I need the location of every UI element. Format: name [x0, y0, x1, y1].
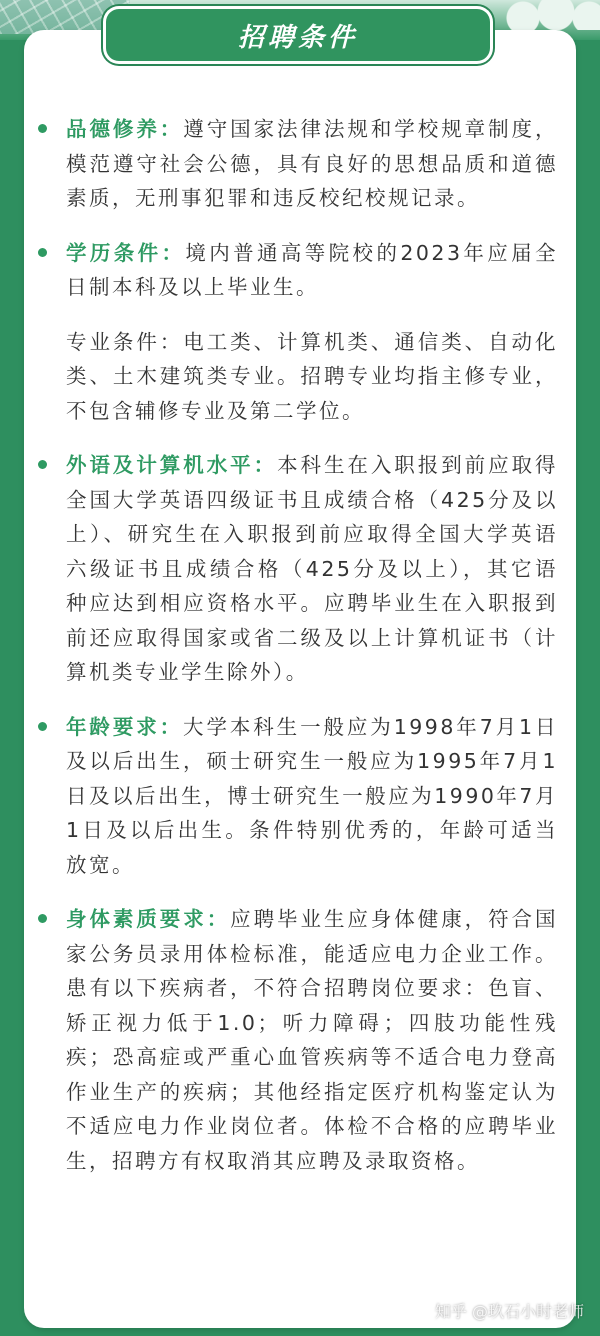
item-text: 遵守国家法律法规和学校规章制度，模范遵守社会公德，具有良好的思想品质和道德素质，无刑事犯罪和违反校纪校规记录。 [66, 117, 558, 210]
list-item-education [38, 236, 558, 305]
watermark: 知乎 @玖石小时老师 [434, 1302, 584, 1321]
bullet-icon [38, 124, 47, 133]
major-requirements [38, 325, 558, 429]
item-text: 大学本科生一般应为1998年7月1日及以后出生，硕士研究生一般应为1995年7月1日及以后出生，博士研究生一般应为1990年7月1日及以后出生。条件特别优秀的，年龄可适当放宽。 [66, 714, 559, 877]
item-paragraph [38, 710, 558, 883]
major-requirements-text: 专业条件：电工类、计算机类、通信类、自动化类、土木建筑类专业。招聘专业均指主修专业，不包含辅修专业及第二学位。 [66, 329, 558, 423]
item-paragraph [38, 448, 558, 690]
list-item-moral [38, 112, 558, 216]
list-item-language-computer [38, 448, 558, 690]
item-label: 年龄要求： [66, 714, 184, 739]
section-title: 招聘条件 [237, 22, 358, 53]
item-text: 应聘毕业生应身体健康，符合国家公务员录用体检标准，能适应电力企业工作。患有以下疾病者，不符合招聘岗位要求：色盲、矫正视力低于1.0；听力障碍；四肢功能性残疾；恐高症或严重心血管疾病等不适合电力登高作业生产的疾病；其他经指定医疗机构鉴定认为不适应电力作业岗位者。体检不合格的应聘毕业生，招聘方有权取消其应聘及录取资格。 [66, 907, 559, 1173]
cloud-decoration [490, 0, 600, 30]
item-text: 本科生在入职报到前应取得全国大学英语四级证书且成绩合格（425分及以上）、研究生在入职报到前应取得全国大学英语六级证书且成绩合格（425分及以上），其它语种应达到相应资格水平。应聘毕业生在入职报到前还应取得国家或省二级及以上计算机证书（计算机类专业学生除外）。 [66, 453, 559, 684]
item-text: 境内普通高等院校的2023年应届全日制本科及以上毕业生。 [66, 240, 559, 299]
item-label: 学历条件： [66, 240, 186, 265]
bullet-icon [38, 722, 47, 731]
bullet-icon [38, 914, 47, 923]
list-item-age [38, 710, 558, 883]
requirements-list [38, 112, 558, 1198]
list-item-health [38, 902, 558, 1178]
item-paragraph [38, 112, 558, 216]
bullet-icon [38, 460, 47, 469]
item-label: 品德修养： [66, 117, 184, 141]
item-label: 外语及计算机水平： [66, 453, 278, 477]
item-label: 身体素质要求： [66, 907, 231, 931]
bullet-icon [38, 248, 47, 257]
item-paragraph [38, 236, 558, 305]
item-paragraph [38, 902, 558, 1178]
section-header [103, 6, 493, 64]
